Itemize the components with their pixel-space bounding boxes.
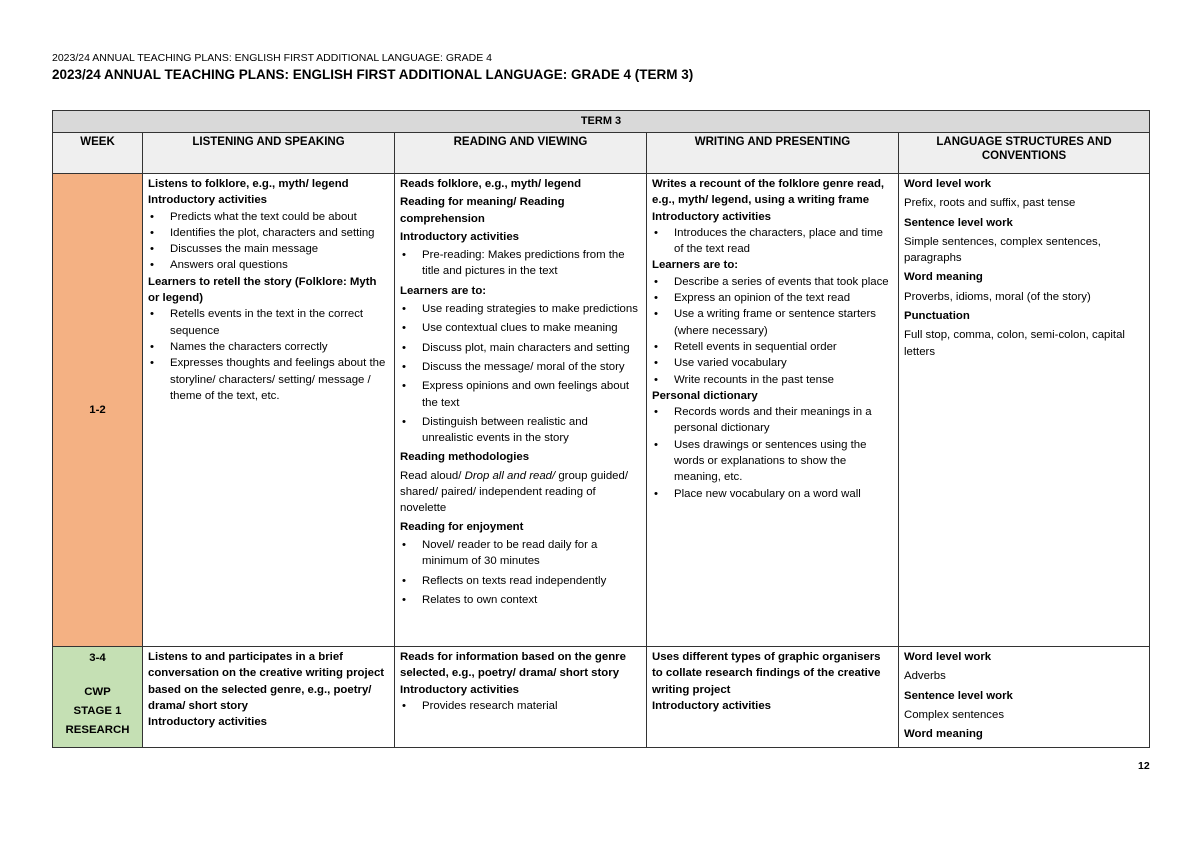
list-item: • Use reading strategies to make predictions bbox=[400, 301, 641, 317]
running-header: 2023/24 ANNUAL TEACHING PLANS: ENGLISH FIRST ADDITIONAL LANGUAGE: GRADE 4 bbox=[52, 52, 492, 64]
wp-title: Uses different types of graphic organisers to collate research findings of the creative writing project bbox=[652, 651, 881, 696]
rv-meaning-heading: Reading for meaning/ Reading comprehension bbox=[400, 196, 565, 225]
rv-methodologies-heading: Reading methodologies bbox=[400, 451, 530, 464]
lsc-word-meaning-heading: Word meaning bbox=[904, 728, 983, 741]
rv-intro-list bbox=[400, 247, 641, 280]
column-header-writing: WRITING AND PRESENTING bbox=[647, 133, 899, 174]
list-item: • Records words and their meanings in a personal dictionary bbox=[652, 404, 893, 437]
listening-speaking-cell bbox=[143, 174, 395, 647]
rv-intro-list bbox=[400, 698, 641, 714]
week-number: 3-4 bbox=[89, 652, 106, 664]
wp-intro-heading: Introductory activities bbox=[652, 699, 771, 712]
list-item: • Express an opinion of the text read bbox=[652, 290, 893, 306]
lsc-word-level-heading: Word level work bbox=[904, 651, 992, 663]
language-structures-cell bbox=[899, 174, 1150, 647]
writing-presenting-cell-2 bbox=[647, 647, 899, 748]
ls-retell-list bbox=[148, 306, 389, 404]
list-item: • Answers oral questions bbox=[148, 257, 389, 273]
lsc-word-level-text: Adverbs bbox=[904, 670, 946, 683]
column-header-listening: LISTENING AND SPEAKING bbox=[143, 133, 395, 174]
rv-intro-heading: Introductory activities bbox=[400, 230, 519, 243]
wp-dictionary-heading: Personal dictionary bbox=[652, 389, 758, 402]
reading-viewing-cell-2 bbox=[395, 647, 647, 748]
list-item: • Retells events in the text in the correct sequence bbox=[148, 306, 389, 339]
rv-enjoyment-list bbox=[400, 537, 641, 608]
list-item: • Retell events in sequential order bbox=[652, 339, 893, 355]
rv-methodologies-text: Read aloud/ Drop all and read/ group guided/ shared/ paired/ independent reading of novelette bbox=[400, 469, 628, 515]
list-item: • Expresses thoughts and feelings about the storyline/ characters/ setting/ message / theme of the text, etc. bbox=[148, 355, 389, 404]
list-item: • Describe a series of events that took place bbox=[652, 274, 893, 290]
list-item: • Introduces the characters, place and time of the text read bbox=[652, 225, 893, 258]
lsc-punctuation-heading: Punctuation bbox=[904, 310, 970, 323]
list-item: • Discuss the message/ moral of the story bbox=[400, 359, 641, 375]
list-item: • Express opinions and own feelings about the text bbox=[400, 378, 641, 411]
lsc-punctuation-text: Full stop, comma, colon, semi-colon, capital letters bbox=[904, 329, 1125, 358]
ls-title: Listens to folklore, e.g., myth/ legend bbox=[148, 178, 349, 190]
list-item: • Uses drawings or sentences using the words or explanations to show the meaning, etc. bbox=[652, 437, 893, 486]
lsc-sentence-level-text: Complex sentences bbox=[904, 708, 1005, 721]
wp-dictionary-list bbox=[652, 404, 893, 502]
wp-learners-list bbox=[652, 274, 893, 388]
list-item: • Reflects on texts read independently bbox=[400, 573, 641, 589]
list-item: • Provides research material bbox=[400, 698, 641, 714]
list-item: • Identifies the plot, characters and setting bbox=[148, 225, 389, 241]
teaching-plan-table bbox=[52, 110, 1150, 748]
lsc-word-level-heading: Word level work bbox=[904, 178, 992, 190]
list-item: • Use contextual clues to make meaning bbox=[400, 320, 641, 336]
column-header-reading: READING AND VIEWING bbox=[395, 133, 647, 174]
rv-intro-heading: Introductory activities bbox=[400, 683, 519, 696]
list-item: • Use a writing frame or sentence starters (where necessary) bbox=[652, 306, 893, 339]
week-cell-3-4 bbox=[53, 647, 143, 748]
ls-intro-heading: Introductory activities bbox=[148, 716, 267, 729]
list-item: • Write recounts in the past tense bbox=[652, 372, 893, 388]
stage-label: STAGE 1 bbox=[73, 705, 122, 717]
wp-intro-list bbox=[652, 225, 893, 258]
column-header-week: WEEK bbox=[53, 133, 143, 174]
ls-retell-heading: Learners to retell the story (Folklore: Myth or legend) bbox=[148, 275, 377, 305]
rv-learners-list bbox=[400, 301, 641, 446]
list-item: • Discusses the main message bbox=[148, 241, 389, 257]
research-label: RESEARCH bbox=[65, 724, 130, 736]
list-item: • Place new vocabulary on a word wall bbox=[652, 486, 893, 502]
page-number: 12 bbox=[1138, 760, 1150, 772]
lsc-sentence-level-heading: Sentence level work bbox=[904, 216, 1013, 229]
wp-title: Writes a recount of the folklore genre read, e.g., myth/ legend, using a writing frame bbox=[652, 178, 885, 207]
ls-intro-heading: Introductory activities bbox=[148, 194, 267, 207]
term-heading: TERM 3 bbox=[53, 111, 1150, 133]
language-structures-cell-2 bbox=[899, 647, 1150, 748]
ls-intro-list bbox=[148, 209, 389, 274]
list-item: • Discuss plot, main characters and setting bbox=[400, 340, 641, 356]
list-item: • Relates to own context bbox=[400, 592, 641, 608]
list-item: • Distinguish between realistic and unrealistic events in the story bbox=[400, 414, 641, 447]
list-item: • Pre-reading: Makes predictions from the title and pictures in the text bbox=[400, 247, 641, 280]
rv-learners-heading: Learners are to: bbox=[400, 284, 487, 297]
list-item: • Novel/ reader to be read daily for a minimum of 30 minutes bbox=[400, 537, 641, 570]
rv-title: Reads folklore, e.g., myth/ legend bbox=[400, 178, 582, 190]
wp-learners-heading: Learners are to: bbox=[652, 259, 739, 272]
rv-title: Reads for information based on the genre selected, e.g., poetry/ drama/ short story bbox=[400, 651, 626, 680]
list-item: • Use varied vocabulary bbox=[652, 355, 893, 371]
column-header-language: LANGUAGE STRUCTURES AND CONVENTIONS bbox=[899, 133, 1150, 174]
lsc-word-meaning-text: Proverbs, idioms, moral (of the story) bbox=[904, 290, 1091, 303]
listening-speaking-cell-2 bbox=[143, 647, 395, 748]
week-cell-1-2: 1-2 bbox=[53, 174, 143, 647]
writing-presenting-cell bbox=[647, 174, 899, 647]
list-item: • Names the characters correctly bbox=[148, 339, 389, 355]
list-item: • Predicts what the text could be about bbox=[148, 209, 389, 225]
reading-viewing-cell bbox=[395, 174, 647, 647]
wp-intro-heading: Introductory activities bbox=[652, 210, 771, 223]
cwp-label: CWP bbox=[84, 686, 111, 698]
rv-enjoyment-heading: Reading for enjoyment bbox=[400, 520, 524, 533]
ls-title: Listens to and participates in a brief conversation on the creative writing project based on the selected genre, e.g., poetry/ drama/ short story bbox=[148, 651, 385, 712]
lsc-word-meaning-heading: Word meaning bbox=[904, 271, 983, 284]
lsc-word-level-text: Prefix, roots and suffix, past tense bbox=[904, 197, 1076, 210]
lsc-sentence-level-heading: Sentence level work bbox=[904, 689, 1013, 702]
page-title: 2023/24 ANNUAL TEACHING PLANS: ENGLISH FIRST ADDITIONAL LANGUAGE: GRADE 4 (TERM 3) bbox=[52, 67, 694, 82]
lsc-sentence-level-text: Simple sentences, complex sentences, paragraphs bbox=[904, 235, 1101, 265]
